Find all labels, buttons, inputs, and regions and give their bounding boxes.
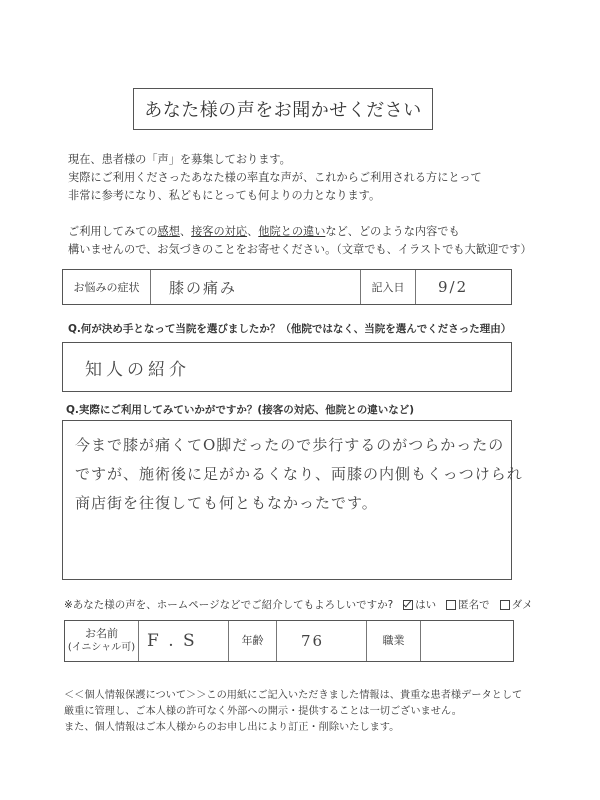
request-suffix: など、どのような内容でも [325, 225, 460, 238]
profile-row [64, 620, 514, 662]
name-label: お名前 [85, 627, 118, 640]
request-line-2: 構いませんので、お気づきのことをお寄せください。（文章でも、イラストでも大歓迎です） [68, 243, 532, 256]
consent-question: ※あなた様の声を、ホームページなどでご紹介してもよろしいですか? [64, 599, 394, 611]
intro-line: 実際にご利用くださったあなた様の率直な声が、これからご利用される方にとって [68, 171, 482, 184]
age-value: 76 [301, 632, 325, 650]
date-field[interactable] [416, 270, 511, 304]
privacy-notice [64, 688, 522, 736]
intro-line: 現在、患者様の「声」を募集しております。 [68, 153, 291, 166]
answer-1-box[interactable] [62, 342, 512, 392]
name-value: F . S [147, 631, 197, 651]
symptom-row [62, 269, 512, 305]
name-label-cell [65, 621, 139, 661]
answer-2-line: ですが、施術後に足がかるくなり、両膝の内側もくっつけられ [75, 465, 523, 483]
intro-text [68, 151, 532, 259]
answer-2-box[interactable] [62, 420, 523, 580]
symptom-field[interactable] [151, 270, 361, 304]
privacy-line: 厳重に管理し、ご本人様の許可なく外部への開示・提供することは一切ございません。 [64, 706, 462, 717]
question-1: Q.何が決め手となって当院を選びましたか？（他院ではなく、当院を選んでくださった理由） [68, 323, 512, 335]
date-value: 9/2 [438, 278, 469, 296]
separator: 、 [247, 225, 259, 238]
request-line [68, 223, 532, 241]
checkbox-icon[interactable] [500, 600, 510, 610]
privacy-line: ＜＜個人情報保護について＞＞この用紙にご記入いただきました情報は、貴重な患者様データとして [64, 690, 523, 701]
intro-line: 非常に参考になり、私どもにとっても何よりの力となります。 [68, 189, 381, 202]
consent-option-anonymous[interactable]: 匿名で [446, 597, 490, 612]
date-label: 記入日 [361, 270, 416, 304]
name-field[interactable] [139, 621, 229, 661]
checkbox-checked-icon[interactable] [403, 600, 413, 610]
answer-1-text: 知人の紹介 [85, 360, 190, 380]
request-prefix: ご利用してみての [68, 225, 158, 238]
age-label: 年齢 [229, 621, 277, 661]
answer-2-text [75, 431, 523, 518]
publish-consent [64, 597, 533, 612]
consent-option-yes[interactable]: はい [403, 597, 436, 612]
name-sublabel: (イニシャル可) [67, 642, 136, 653]
checkbox-icon[interactable] [446, 600, 456, 610]
form-title: あなた様の声をお聞かせください [133, 88, 433, 130]
answer-2-line: 商店街を往復しても何ともなかったです。 [75, 494, 378, 512]
symptom-value: 膝の痛み [169, 278, 238, 297]
privacy-line: また、個人情報はご本人様からのお申し出により訂正・削除いたします。 [64, 722, 400, 733]
answer-2-line: 今まで膝が痛くてO脚だったので歩行するのがつらかったの [75, 436, 505, 454]
age-field[interactable] [277, 621, 367, 661]
occupation-field[interactable] [421, 621, 513, 661]
symptom-label: お悩みの症状 [63, 270, 151, 304]
question-2: Q.実際にご利用してみていかがですか？(接客の対応、他院との違いなど) [66, 404, 415, 416]
request-item-impression: 感想 [157, 225, 180, 238]
request-item-service: 接客の対応 [191, 225, 248, 238]
occupation-label: 職業 [367, 621, 421, 661]
consent-option-no[interactable]: ダメ [500, 597, 533, 612]
separator: 、 [179, 225, 192, 238]
request-item-difference: 他院との違い [258, 225, 326, 238]
